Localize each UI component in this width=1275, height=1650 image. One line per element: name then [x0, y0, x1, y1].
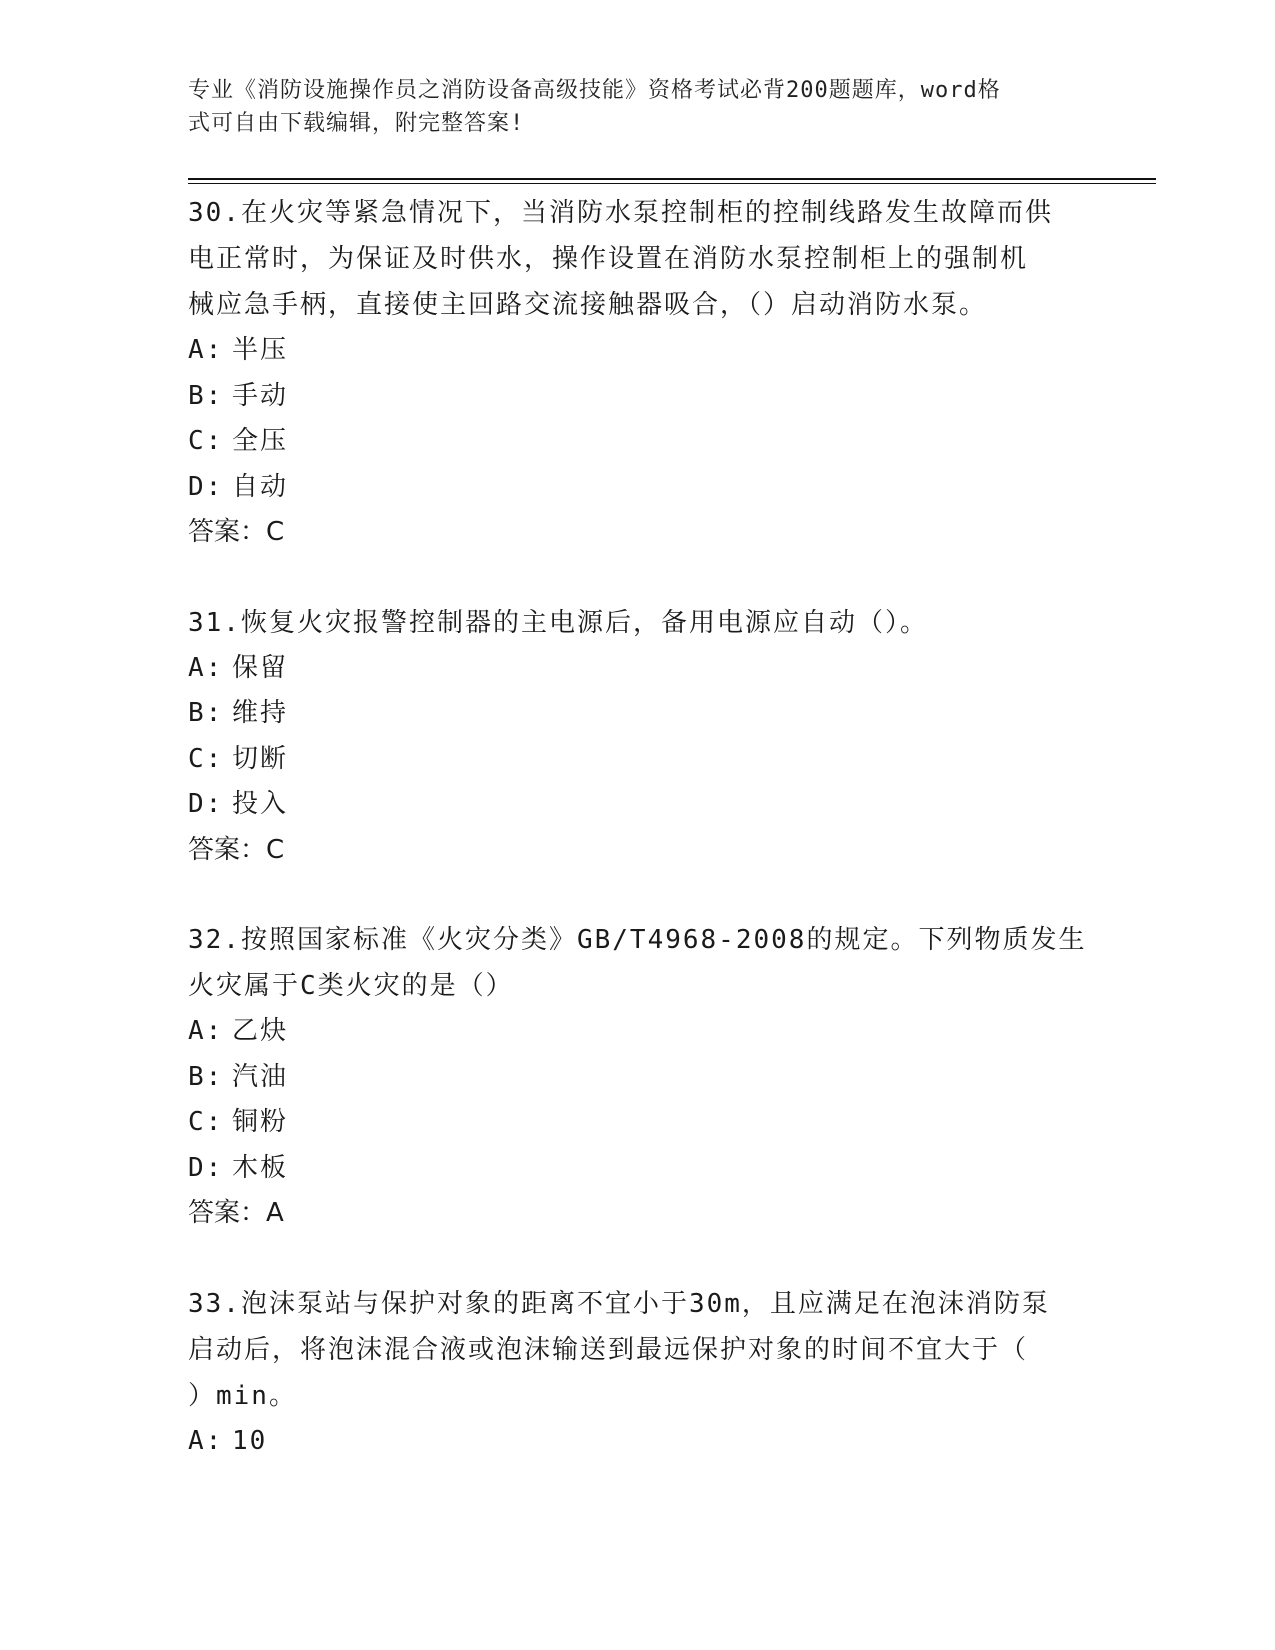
question-spacer	[188, 873, 1088, 917]
option-text: 汽油	[232, 1061, 289, 1092]
answer-option	[188, 1419, 1088, 1465]
question-spacer	[188, 556, 1088, 600]
answer-option	[188, 1146, 1088, 1192]
question-2	[188, 600, 1088, 874]
answer-option	[188, 691, 1088, 737]
question-stem-line: 31.恢复火灾报警控制器的主电源后，备用电源应自动（）。	[188, 607, 928, 638]
question-stem-line: 33.泡沫泵站与保护对象的距离不宜小于30m，且应满足在泡沫消防泵	[188, 1288, 1050, 1319]
header-divider-thin	[188, 183, 1156, 184]
question-stem-line: 32.按照国家标准《火灾分类》GB/T4968-2008的规定。下列物质发生	[188, 925, 1087, 955]
option-letter: B:	[188, 380, 224, 411]
option-letter: D:	[188, 789, 224, 819]
answer-option	[188, 782, 1088, 828]
answer-option	[188, 419, 1088, 465]
answer-option	[188, 1009, 1088, 1055]
header-line-1: 专业《消防设施操作员之消防设备高级技能》资格考试必背200题题库，word格	[188, 78, 1001, 103]
question-stem-line: 械应急手柄，直接使主回路交流接触器吸合，（）启动消防水泵。	[188, 290, 988, 320]
option-letter: D:	[188, 471, 224, 502]
option-text: 切断	[232, 743, 289, 774]
option-text: 半压	[232, 335, 289, 365]
option-text: 自动	[232, 471, 289, 502]
answer-option	[188, 1100, 1088, 1146]
option-text: 全压	[232, 426, 289, 456]
answer-option	[188, 374, 1088, 420]
document-header	[188, 74, 1068, 140]
option-letter: A:	[188, 335, 224, 365]
option-letter: C:	[188, 1107, 224, 1137]
header-line-2: 式可自由下载编辑，附完整答案!	[188, 111, 525, 136]
option-text: 木板	[232, 1152, 289, 1183]
question-stem-line: 启动后，将泡沫混合液或泡沫输送到最远保护对象的时间不宜大于（	[188, 1334, 1029, 1365]
option-text: 乙炔	[232, 1016, 289, 1046]
answer-key: 答案：A	[188, 1198, 284, 1228]
option-text: 10	[232, 1425, 268, 1456]
answer-option	[188, 328, 1088, 374]
option-letter: D:	[188, 1152, 224, 1183]
option-text: 保留	[232, 652, 289, 683]
option-text: 维持	[232, 698, 289, 728]
answer-key: 答案：C	[188, 834, 285, 865]
answer-option	[188, 646, 1088, 692]
question-stem-line: 电正常时，为保证及时供水，操作设置在消防水泵控制柜上的强制机	[188, 244, 1029, 274]
question-spacer	[188, 1237, 1088, 1281]
answer-option	[188, 1055, 1088, 1101]
question-1	[188, 190, 1088, 556]
option-letter: A:	[188, 652, 224, 683]
question-stem-line: 火灾属于C类火灾的是（）	[188, 971, 514, 1001]
question-3	[188, 917, 1088, 1237]
option-letter: A:	[188, 1425, 224, 1456]
answer-option	[188, 737, 1088, 783]
option-text: 铜粉	[232, 1107, 289, 1137]
option-letter: B:	[188, 1061, 224, 1092]
option-letter: B:	[188, 698, 224, 728]
question-stem-line: ）min。	[188, 1380, 297, 1411]
question-stem-line: 30.在火灾等紧急情况下，当消防水泵控制柜的控制线路发生故障而供	[188, 198, 1053, 228]
option-text: 手动	[232, 380, 289, 411]
question-list	[188, 190, 1088, 1464]
option-letter: C:	[188, 426, 224, 456]
answer-key: 答案：C	[188, 517, 285, 547]
answer-option	[188, 465, 1088, 511]
question-4	[188, 1281, 1088, 1465]
option-text: 投入	[232, 789, 289, 819]
option-letter: C:	[188, 743, 224, 774]
header-divider-thick	[188, 178, 1156, 180]
option-letter: A:	[188, 1016, 224, 1046]
